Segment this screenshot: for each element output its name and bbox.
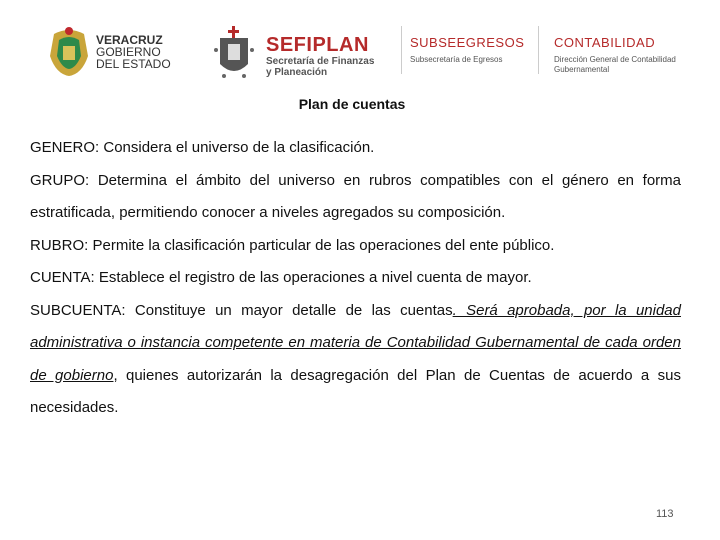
sefiplan-title: SEFIPLAN (266, 34, 369, 56)
page-number: 113 (656, 508, 674, 520)
subsegresos-subtitle: Subsecretaría de Egresos (410, 55, 503, 64)
paragraph-genero: GENERO: Considera el universo de la clasificación. (30, 139, 375, 156)
page-title: Plan de cuentas (298, 96, 406, 112)
paragraph-rubro: RUBRO: Permite la clasificación particular de las operaciones del ente público. (30, 236, 555, 254)
paragraph-cuenta: CUENTA: Establece el registro de las operaciones a nivel cuenta de mayor. (30, 269, 532, 286)
paragraph-subcuenta: SUBCUENTA: Constituye un mayor detalle de las cuentas. Será aprobada, por la unidad administrativa o instancia competente en materia de Contabilidad Gubernamental de cada orden de gobierno, quienes autorizarán la desagregación del Plan de Cuentas de acuerdo a sus necesidades. (30, 301, 681, 416)
subsegresos-title: SUBSEEGRESOS (410, 35, 525, 50)
header-divider (538, 26, 539, 74)
veracruz-logo-text: VERACRUZ GOBIERNO DEL ESTADO (96, 33, 171, 71)
sefiplan-subtitle: Secretaría de Finanzas y Planeación (266, 56, 375, 78)
page-header (40, 22, 690, 84)
header-divider (401, 26, 402, 74)
underlined-text: . Será aprobada, por la unidad administrativa o instancia competente en materia de Contabilidad Gubernamental de cada orden de gobierno (30, 301, 681, 384)
paragraph-grupo: GRUPO: Determina el ámbito del universo en rubros compatibles con el género en forma estratificada, permitiendo conocer a niveles agregados su composición. (30, 171, 681, 221)
contabilidad-subtitle: Dirección General de Contabilidad Gubernamental (554, 55, 676, 74)
veracruz-coat-of-arms-logo (46, 26, 92, 78)
contabilidad-title: CONTABILIDAD (554, 35, 656, 50)
sefiplan-shield-logo (212, 26, 256, 80)
document-body (30, 132, 681, 425)
